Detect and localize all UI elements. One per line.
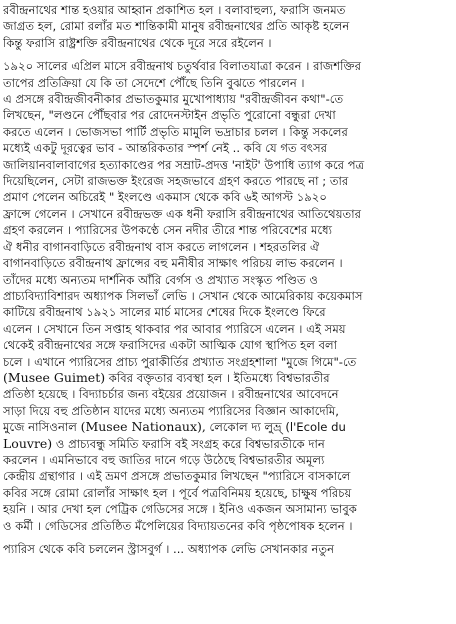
text-line xyxy=(3,501,453,517)
text-line: প্যারিস থেকে কবি চললেন স্ট্রাসবুর্গ । ... অধ্যাপক লেভি সেখানকার নতুন xyxy=(3,542,335,556)
latin-text: (Musee Guimet) xyxy=(3,369,106,385)
text-line: মধ্যেই একটু দূরত্বের ভাব - আন্তরিকতার স্পর্শ নেই .. কবি যে গত বৎসর xyxy=(3,141,328,156)
text-line: লিখছেন, "লণ্ডনে পৌঁছবার পর রোদেনস্টাইন প্রভৃতি পুরোনো বন্ধুরা দেখা xyxy=(3,108,336,123)
text-line xyxy=(3,518,453,534)
text-line: ঐ ধনীর বাগানবাড়িতে রবীন্দ্রনাথ বাস করতে লাগলেন । শহরতলির ঐ xyxy=(3,239,320,254)
paragraph-2 xyxy=(3,58,453,534)
text-line xyxy=(3,436,453,452)
text-line: রবীন্দ্রনাথের শান্ত হওয়ার আহ্বান প্রকাশিত হল । বলাবাহুল্য, ফরাসি জনমত xyxy=(3,3,346,17)
latin-text: (Musee Nationaux), xyxy=(80,419,206,435)
text-line: বাগানবাড়িতে রবীন্দ্রনাথ ফ্রান্সের বহু মনীষীর সাক্ষাৎ পরিচয় লাভ করলেন । xyxy=(3,256,343,271)
text-segment: করলেন । এমনিভাবে বহু জাতির দানে গড়ে উঠেছে বিশ্বভারতীর অমূল্য xyxy=(3,452,325,467)
text-line: প্রাচ্যবিদ্যাবিশারদ অধ্যাপক সিলভাঁ লেভি । সেখান থেকে আমেরিকায় কয়েকমাস xyxy=(3,288,363,303)
text-line: কাটিয়ে রবীন্দ্রনাথ ১৯২১ সালের মার্চ মাসের শেষের দিকে ইংলণ্ডে ফিরে xyxy=(3,305,326,320)
latin-text: Louvre) xyxy=(3,435,53,451)
text-line: গ্রহণ করলেন । প্যারিসের উপকণ্ঠে সেন নদীর তীরে শান্ত পরিবেশের মধ্যে xyxy=(3,223,332,238)
text-line: তাপের প্রতিক্রিয়া যে কি তা সেদেশে পৌঁছে তিনি বুঝতে পারলেন । xyxy=(3,75,305,90)
text-line xyxy=(3,452,453,468)
text-segment: কবির সঙ্গে রোমা রোলাঁর সাক্ষাৎ হল । পূর্বে পত্রবিনিময় হয়েছে, চাক্ষুষ পরিচয় xyxy=(3,485,352,500)
text-line: দিয়েছিলেন, সেটা রাজভক্ত ইংরেজ সহজভাবে গ্রহণ করতে পারছে না ; তার xyxy=(3,174,349,189)
text-segment: হয়নি । আর দেখা হল পেট্রিক গেডিসের সঙ্গে । ইনিও একজন অসামান্য ভাবুক xyxy=(3,502,357,517)
text-line: থেকেই রবীন্দ্রনাথের সঙ্গে ফরাসিদের একটা আত্মিক যোগ স্থাপিত হল বলা xyxy=(3,338,338,353)
text-line: এলেন । সেখানে তিন সপ্তাহ থাকবার পর আবার প্যারিসে এলেন । এই সময় xyxy=(3,321,346,336)
text-segment: সাড়া দিয়ে বহু প্রতিষ্ঠান যাদের মধ্যে অন্যতম প্যারিসের বিজ্ঞান আকাদেমি, xyxy=(3,403,339,418)
text-segment: প্রতিষ্ঠা হয়েছে । বিদ্যাচর্চার জন্য বইয়ের প্রয়োজন । রবীন্দ্রনাথের আবেদনে xyxy=(3,387,339,402)
text-line xyxy=(3,419,453,435)
text-segment: ও কর্মী । গেডিসের প্রতিষ্ঠিত মঁপেলিয়ের বিদ্যায়তনের কবি পৃষ্ঠপোষক হলেন । xyxy=(3,518,353,533)
text-line: এ প্রসঙ্গে রবীন্দ্রজীবনীকার প্রভাতকুমার মুখোপাধ্যায় "রবীন্দ্রজীবন কথা"-তে xyxy=(3,92,344,107)
text-line xyxy=(3,485,453,501)
text-line: তাঁদের মধ্যে অন্যতম দার্শনিক আঁরি বের্গস ও প্রখ্যাত সংস্কৃত পণ্ডিত ও xyxy=(3,272,318,287)
paragraph-3 xyxy=(3,541,453,557)
text-line: ১৯২০ সালের এপ্রিল মাসে রবীন্দ্রনাথ চতুর্থবার বিলাতযাত্রা করেন । রাজশক্তির xyxy=(3,59,362,74)
text-line xyxy=(3,468,453,484)
text-line: জালিয়ানবালাবাগের হত্যাকাণ্ডের পর সম্রাট-প্রদত্ত 'নাইট' উপাধি ত্যাগ করে পত্র xyxy=(3,157,365,172)
text-segment: কেন্দ্রীয় গ্রন্থাগার । এই ভ্রমণ প্রসঙ্গে প্রভাতকুমার লিখছেন "প্যারিসে বাসকালে xyxy=(3,469,351,484)
text-line: প্রমাণ পেলেন অচিরেই " ইংলণ্ডে একমাস থেকে কবি ৬ই আগস্ট ১৯২০ xyxy=(3,190,327,205)
text-line xyxy=(3,386,453,402)
text-line: ফ্রান্সে গেলেন । সেখানে রবীন্দ্রভক্ত এক ধনী ফরাসি রবীন্দ্রনাথের আতিথেয়তার xyxy=(3,206,361,221)
text-line: জাগ্রত হল, রোমা রলাঁর মত শান্তিকামী মানুষ রবীন্দ্রনাথের প্রতি আকৃষ্ট হলেন xyxy=(3,19,350,34)
text-segment: কবির বক্তৃতার ব্যবস্থা হল । ইতিমধ্যে বিশ্বভারতীর xyxy=(105,370,330,385)
text-line: কিন্তু ফরাসি রাষ্ট্রশক্তি রবীন্দ্রনাথের থেকে দূরে সরে রইলেন । xyxy=(3,35,272,50)
text-line: করতে এলেন । ভোজসভা পার্টি প্রভৃতি মামুলি ভদ্রাচার চলল । কিন্তু সকলের xyxy=(3,124,348,139)
text-line xyxy=(3,403,453,419)
text-line xyxy=(3,370,453,386)
paragraph-1 xyxy=(3,2,453,51)
text-segment: মুজে নাসিওনাল xyxy=(3,420,81,435)
text-line: চলে । এখানে প্যারিসের প্রাচ্য পুরাকীর্তির প্রখ্যাত সংগ্রহশালা "মুজে গিমে"-তে xyxy=(3,354,357,369)
text-segment: ও প্রাচ্যবন্ধু সমিতি ফরাসি বই সংগ্রহ করে বিশ্বভারতীকে দান xyxy=(52,436,325,451)
text-segment: লেকোল দ্য লুভ্র্‌ (l'Ecole du xyxy=(205,420,346,435)
